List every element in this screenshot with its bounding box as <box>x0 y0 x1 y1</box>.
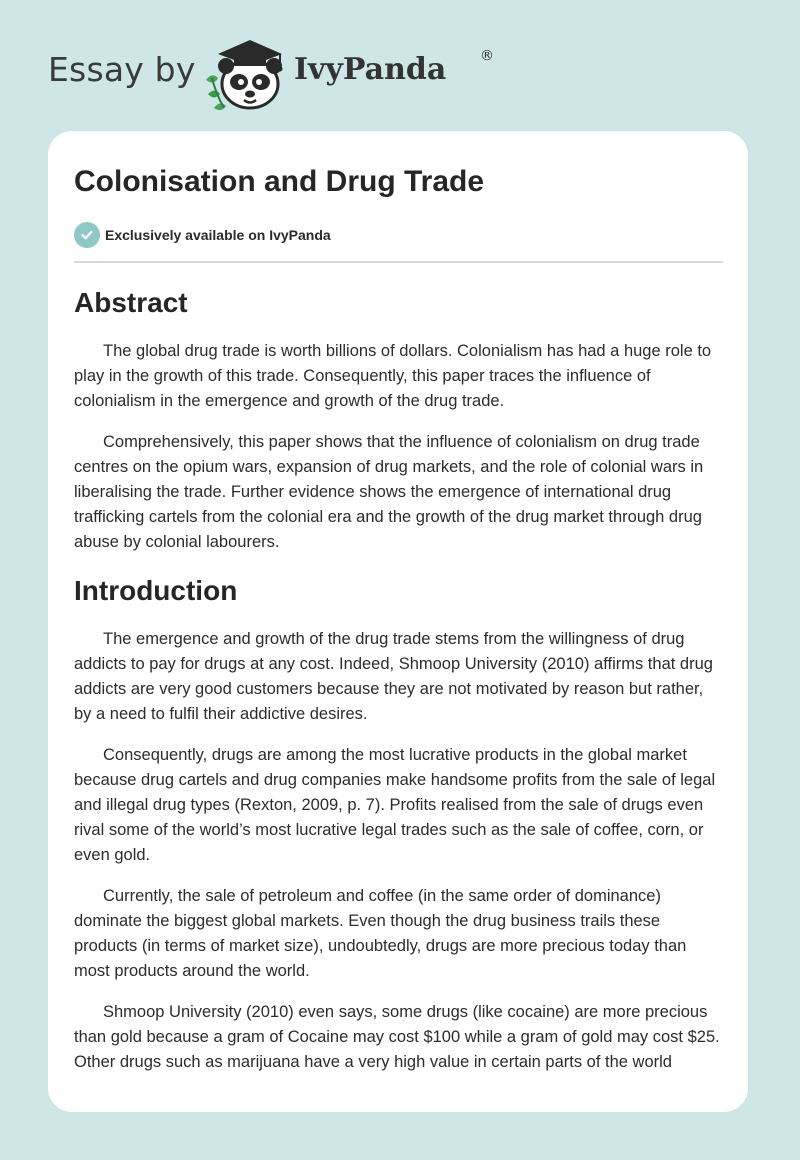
badge-label: Exclusively available on IvyPanda <box>105 227 331 243</box>
brand-header[interactable] <box>48 30 508 110</box>
paragraph: Shmoop University (2010) even says, some drugs (like cocaine) are more precious than gold because a gram of Cocaine may cost $100 while a gram of gold may cost $25. Other drugs such as marijuana have a very high value in certain parts of the world <box>74 1003 720 1071</box>
essay-body <box>74 281 724 1075</box>
check-icon <box>74 222 100 248</box>
paragraph: Currently, the sale of petroleum and coffee (in the same order of dominance) dominate the biggest global markets. Even though the drug business trails these products (in terms of market size), undoubtedly, drugs are more precious today than most products around the world. <box>74 887 687 980</box>
paragraph: The global drug trade is worth billions of dollars. Colonialism has had a huge role to play in the growth of this trade. Consequently, this paper traces the influence of colonialism in the emergence and growth of the drug trade. <box>74 342 712 410</box>
brand-prefix: Essay by <box>48 50 196 89</box>
brand-name: IvyPanda <box>294 52 447 87</box>
section-introduction <box>74 569 724 1075</box>
registered-mark: ® <box>480 48 494 64</box>
paragraph: Consequently, drugs are among the most lucrative products in the global market because drug cartels and drug companies make handsome profits from the sale of legal and illegal drug types (Rexton, 2009, p. 7). Profits realised from the sale of drugs even rival some of the world’s most lucrative legal trades such as the sale of coffee, corn, or even gold. <box>74 746 716 864</box>
section-abstract <box>74 281 724 555</box>
paragraph: Comprehensively, this paper shows that the influence of colonialism on drug trade centres on the opium wars, expansion of drug markets, and the role of colonial wars in liberalising the trade. Further evidence shows the emergence of international drug trafficking cartels from the colonial era and the growth of the drug market through drug abuse by colonial labourers. <box>74 433 704 551</box>
essay-title: Colonisation and Drug Trade <box>74 165 485 198</box>
essay-card <box>48 131 748 1112</box>
section-heading: Introduction <box>74 575 238 606</box>
section-heading: Abstract <box>74 287 188 318</box>
paragraph: The emergence and growth of the drug trade stems from the willingness of drug addicts to pay for drugs at any cost. Indeed, Shmoop University (2010) affirms that drug addicts are very good customers because they are not motivated by reason but rather, by a need to fulfil their addictive desires. <box>74 630 713 723</box>
panda-logo-icon <box>200 34 290 112</box>
divider <box>74 261 723 263</box>
exclusive-badge <box>74 222 331 248</box>
